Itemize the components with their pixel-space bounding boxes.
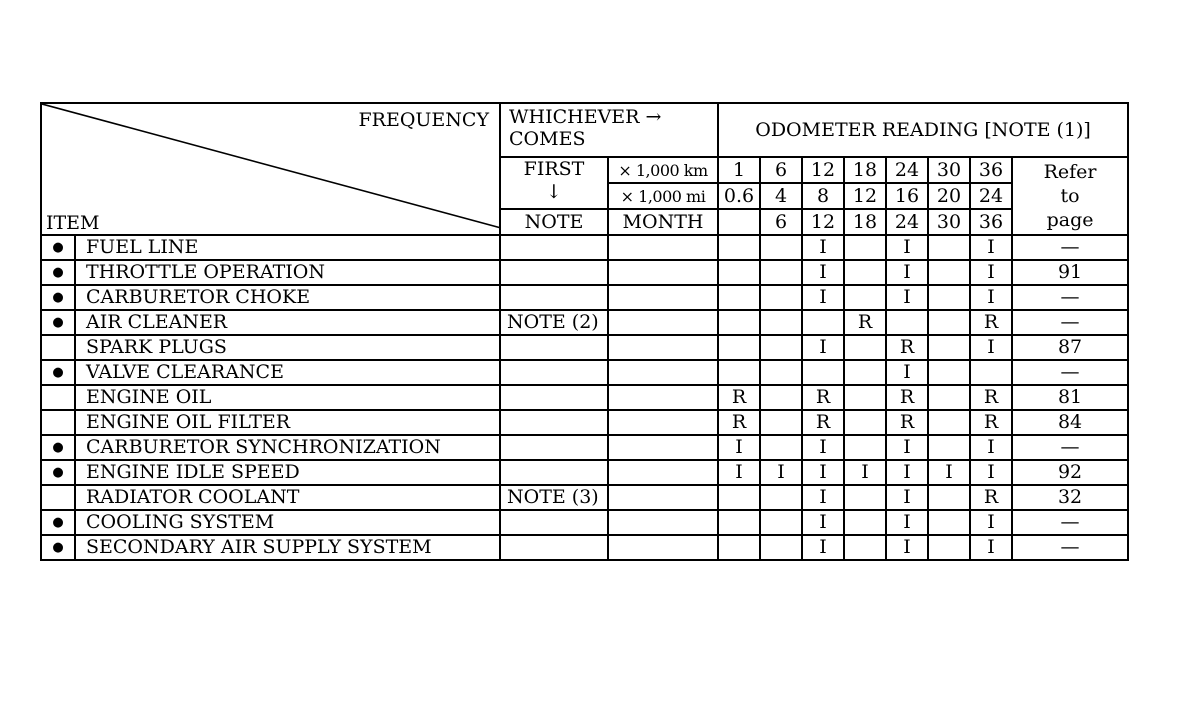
table-row [41,435,1128,460]
interval-mark [760,510,802,535]
bullet-icon: ● [41,360,75,385]
interval-mark: R [970,385,1012,410]
item-name: SECONDARY AIR SUPPLY SYSTEM [75,535,500,560]
interval-mark: I [886,535,928,560]
interval-mark [844,335,886,360]
frequency-item-header-cell [41,103,500,235]
interval-mark: I [886,485,928,510]
interval-mark [760,485,802,510]
mi-8: 8 [802,183,844,209]
bullet-icon: ● [41,535,75,560]
refer-page: 32 [1012,485,1128,510]
item-name: SPARK PLUGS [75,335,500,360]
note-cell [500,510,608,535]
month-30: 30 [928,209,970,235]
note-cell: NOTE (3) [500,485,608,510]
month-cell [608,335,718,360]
interval-mark: I [802,260,844,285]
bullet-icon: ● [41,260,75,285]
note-cell [500,460,608,485]
interval-mark: I [802,510,844,535]
down-arrow-icon: ↓ [546,181,562,203]
interval-mark [718,510,760,535]
interval-mark: I [970,285,1012,310]
mi-16: 16 [886,183,928,209]
interval-mark [928,335,970,360]
note-label: NOTE [500,209,608,235]
mi-0-6: 0.6 [718,183,760,209]
month-cell [608,310,718,335]
month-cell [608,460,718,485]
interval-mark: I [970,235,1012,260]
table-row [41,410,1128,435]
interval-mark: R [802,410,844,435]
month-cell [608,410,718,435]
item-name: CARBURETOR SYNCHRONIZATION [75,435,500,460]
interval-mark [844,435,886,460]
interval-mark [844,285,886,310]
table-row [41,385,1128,410]
note-cell [500,435,608,460]
interval-mark: I [886,285,928,310]
mi-12: 12 [844,183,886,209]
table-row [41,310,1128,335]
bullet-icon [41,335,75,360]
table-row [41,485,1128,510]
interval-mark: I [886,435,928,460]
km-18: 18 [844,157,886,183]
month-36: 36 [970,209,1012,235]
km-24: 24 [886,157,928,183]
table-row [41,335,1128,360]
mi-4: 4 [760,183,802,209]
interval-mark [844,535,886,560]
km-30: 30 [928,157,970,183]
refer-label: Refer [1043,161,1097,183]
bullet-icon: ● [41,460,75,485]
interval-mark [718,285,760,310]
interval-mark: R [970,310,1012,335]
interval-mark: R [970,410,1012,435]
interval-mark: R [886,410,928,435]
note-cell [500,285,608,310]
table-row [41,360,1128,385]
month-6: 6 [760,209,802,235]
whichever-comes-cell [500,103,718,157]
interval-mark: I [886,235,928,260]
table-row [41,260,1128,285]
item-name: ENGINE IDLE SPEED [75,460,500,485]
refer-page: 87 [1012,335,1128,360]
interval-mark [844,510,886,535]
interval-mark: I [802,285,844,310]
interval-mark [760,385,802,410]
note-cell [500,235,608,260]
item-name: THROTTLE OPERATION [75,260,500,285]
bullet-icon: ● [41,235,75,260]
interval-mark [718,235,760,260]
km-12: 12 [802,157,844,183]
interval-mark: I [718,435,760,460]
table-row [41,510,1128,535]
maintenance-schedule-table [40,102,1129,561]
note-cell [500,385,608,410]
interval-mark: I [802,235,844,260]
item-name: AIR CLEANER [75,310,500,335]
bullet-icon [41,485,75,510]
interval-mark [928,285,970,310]
item-name: RADIATOR COOLANT [75,485,500,510]
interval-mark: R [802,385,844,410]
bullet-icon [41,410,75,435]
interval-mark: I [844,460,886,485]
km-unit: × 1,000 km [608,157,718,183]
interval-mark: I [802,335,844,360]
refer-page: — [1012,310,1128,335]
interval-mark [928,410,970,435]
refer-page: 92 [1012,460,1128,485]
note-cell [500,410,608,435]
note-cell [500,260,608,285]
interval-mark [760,235,802,260]
month-18: 18 [844,209,886,235]
month-cell [608,360,718,385]
interval-mark: I [886,510,928,535]
interval-mark [928,485,970,510]
item-name: ENGINE OIL [75,385,500,410]
interval-mark [844,360,886,385]
interval-mark: R [718,385,760,410]
refer-page: 91 [1012,260,1128,285]
interval-mark: I [886,260,928,285]
month-blank [718,209,760,235]
odometer-reading-header: ODOMETER READING [NOTE (1)] [718,103,1128,157]
interval-mark [844,410,886,435]
frequency-label: FREQUENCY [358,109,489,131]
interval-mark: I [886,360,928,385]
refer-page: — [1012,360,1128,385]
interval-mark [760,285,802,310]
whichever-label: WHICHEVER → [509,106,662,128]
month-cell [608,235,718,260]
item-name: COOLING SYSTEM [75,510,500,535]
interval-mark [760,360,802,385]
interval-mark: I [970,535,1012,560]
interval-mark: I [802,460,844,485]
interval-mark [802,310,844,335]
interval-mark: R [718,410,760,435]
interval-mark: I [970,260,1012,285]
item-name: ENGINE OIL FILTER [75,410,500,435]
km-1: 1 [718,157,760,183]
month-cell [608,485,718,510]
interval-mark [928,385,970,410]
interval-mark: R [970,485,1012,510]
table-row [41,285,1128,310]
interval-mark [844,385,886,410]
item-label: ITEM [46,212,100,234]
interval-mark [760,435,802,460]
month-cell [608,435,718,460]
interval-mark [718,360,760,385]
interval-mark: I [970,435,1012,460]
bullet-icon: ● [41,285,75,310]
interval-mark [928,235,970,260]
interval-mark [760,535,802,560]
refer-page: 84 [1012,410,1128,435]
interval-mark: I [886,460,928,485]
interval-mark [802,360,844,385]
table-row [41,235,1128,260]
item-name: FUEL LINE [75,235,500,260]
interval-mark [718,260,760,285]
interval-mark [760,310,802,335]
interval-mark: R [844,310,886,335]
mi-20: 20 [928,183,970,209]
refer-page: 81 [1012,385,1128,410]
bullet-icon: ● [41,310,75,335]
table-row [41,535,1128,560]
item-name: VALVE CLEARANCE [75,360,500,385]
interval-mark [760,335,802,360]
interval-mark: I [802,485,844,510]
month-cell [608,285,718,310]
interval-mark: R [886,335,928,360]
table-body [41,235,1128,560]
interval-mark: I [970,460,1012,485]
first-label: FIRST [523,158,585,180]
item-name: CARBURETOR CHOKE [75,285,500,310]
interval-mark: I [928,460,970,485]
note-cell: NOTE (2) [500,310,608,335]
refer-page: — [1012,285,1128,310]
note-cell [500,535,608,560]
interval-mark [760,410,802,435]
interval-mark [928,435,970,460]
refer-page: — [1012,510,1128,535]
interval-mark [928,310,970,335]
first-label-cell [500,157,608,209]
month-12: 12 [802,209,844,235]
interval-mark [718,535,760,560]
km-6: 6 [760,157,802,183]
bullet-icon [41,385,75,410]
interval-mark [718,310,760,335]
refer-page: — [1012,235,1128,260]
interval-mark [928,510,970,535]
month-cell [608,260,718,285]
comes-label: COMES [509,128,586,150]
table-row [41,460,1128,485]
bullet-icon: ● [41,435,75,460]
interval-mark [928,535,970,560]
interval-mark [844,235,886,260]
interval-mark [886,310,928,335]
interval-mark: I [802,435,844,460]
interval-mark [844,485,886,510]
table-header [41,103,1128,235]
to-label: to [1060,185,1080,207]
mi-unit: × 1,000 mi [608,183,718,209]
refer-page: — [1012,535,1128,560]
interval-mark [928,360,970,385]
month-24: 24 [886,209,928,235]
interval-mark: I [970,335,1012,360]
mi-24: 24 [970,183,1012,209]
month-cell [608,510,718,535]
km-36: 36 [970,157,1012,183]
interval-mark [928,260,970,285]
month-label: MONTH [608,209,718,235]
note-cell [500,360,608,385]
interval-mark [844,260,886,285]
interval-mark [718,485,760,510]
interval-mark: R [886,385,928,410]
month-cell [608,535,718,560]
page-label: page [1046,209,1094,231]
interval-mark [760,260,802,285]
interval-mark: I [760,460,802,485]
month-cell [608,385,718,410]
interval-mark [970,360,1012,385]
refer-page: — [1012,435,1128,460]
bullet-icon: ● [41,510,75,535]
interval-mark: I [718,460,760,485]
interval-mark: I [802,535,844,560]
interval-mark: I [970,510,1012,535]
refer-to-page-header [1012,157,1128,235]
interval-mark [718,335,760,360]
note-cell [500,335,608,360]
